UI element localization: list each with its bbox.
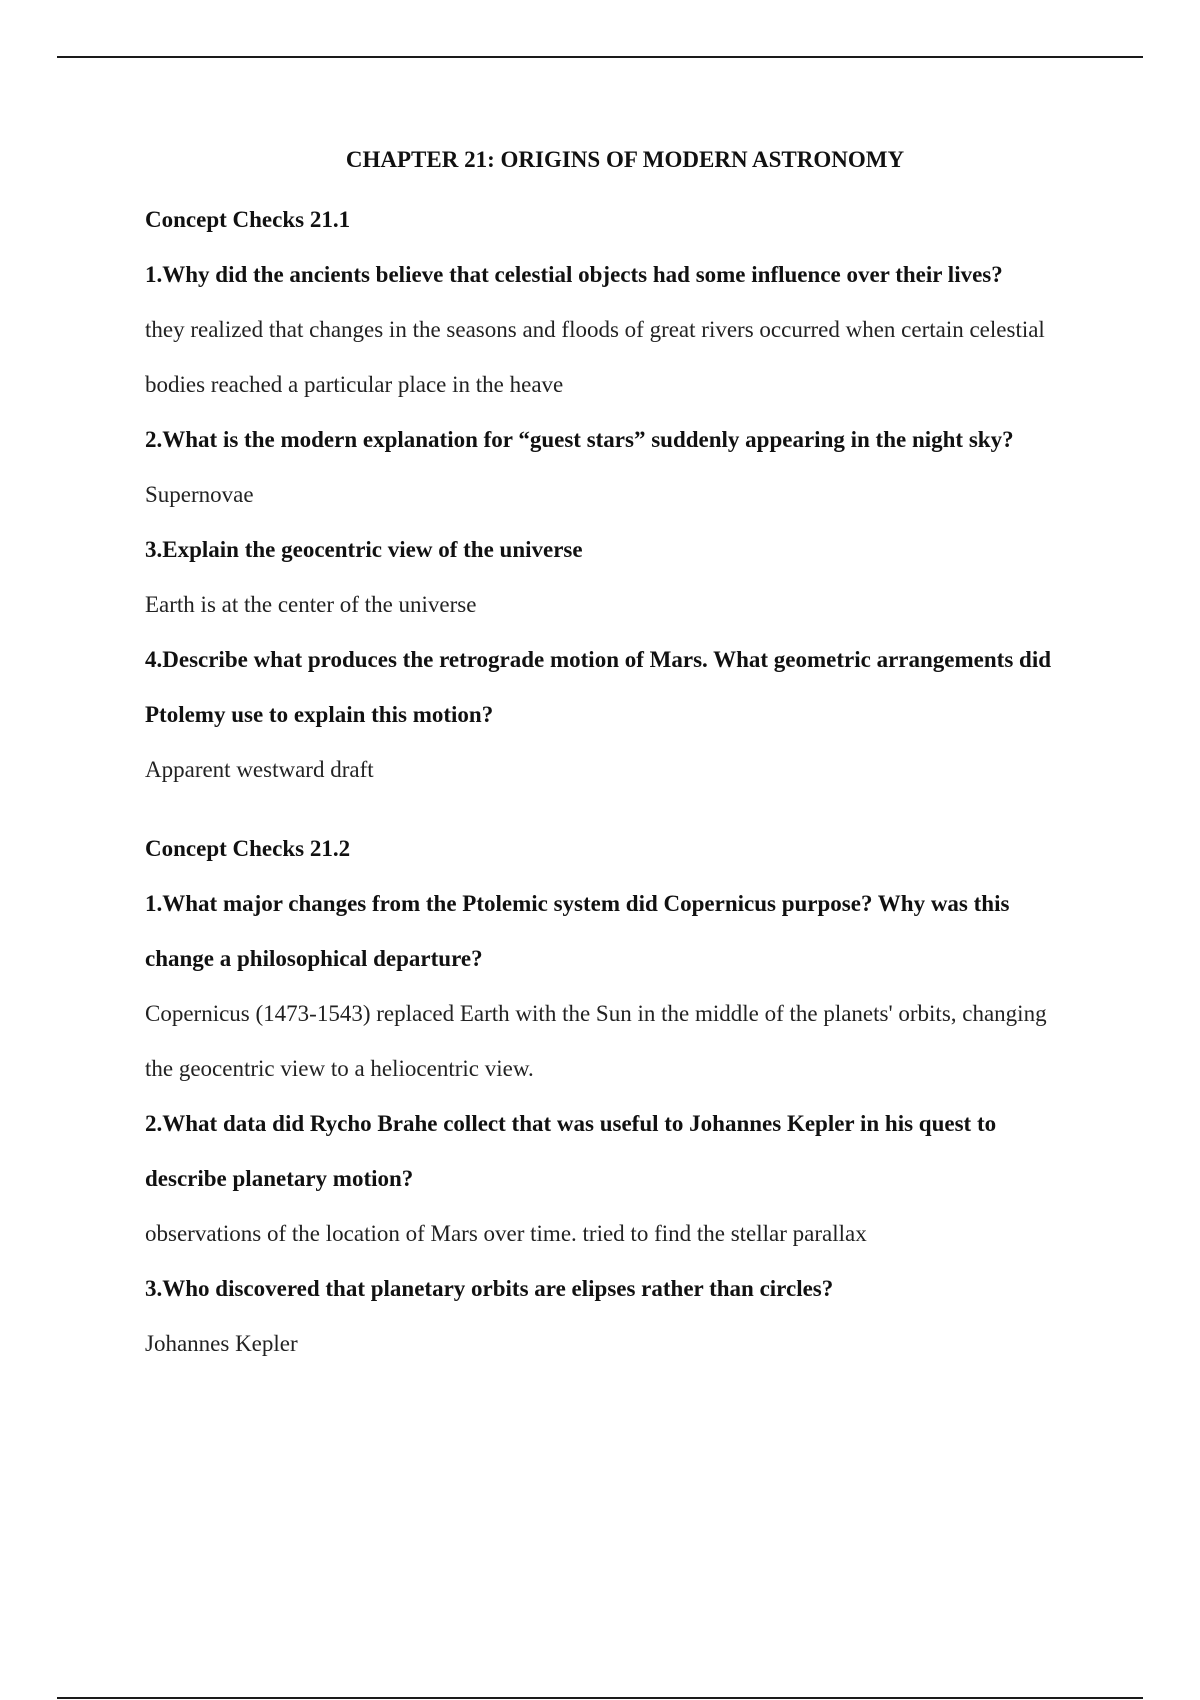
question: 2.What data did Rycho Brahe collect that was useful to Johannes Kepler in his quest to describe planetary motion? <box>145 1111 997 1191</box>
answer: Apparent westward draft <box>145 757 374 782</box>
section-21-1 <box>145 204 1075 797</box>
page-title: CHAPTER 21: ORIGINS OF MODERN ASTRONOMY <box>345 147 905 172</box>
qa-list <box>145 247 1075 797</box>
answer: Johannes Kepler <box>145 1331 298 1356</box>
question: 1.Why did the ancients believe that celestial objects had some influence over their lives? <box>145 262 1003 287</box>
document-body <box>145 140 1075 1371</box>
section-heading: Concept Checks 21.1 <box>145 207 351 232</box>
section-heading: Concept Checks 21.2 <box>145 836 351 861</box>
top-rule <box>57 56 1143 58</box>
question: 1.What major changes from the Ptolemic system did Copernicus purpose? Why was this change a philosophical departure? <box>145 891 1010 971</box>
qa-list <box>145 876 1075 1371</box>
answer: Earth is at the center of the universe <box>145 592 477 617</box>
question: 3.Explain the geocentric view of the universe <box>145 537 583 562</box>
answer: Supernovae <box>145 482 254 507</box>
question: 3.Who discovered that planetary orbits are elipses rather than circles? <box>145 1276 834 1301</box>
answer: Copernicus (1473-1543) replaced Earth with the Sun in the middle of the planets' orbits, changing the geocentric view to a heliocentric view. <box>145 1001 1047 1081</box>
question: 4.Describe what produces the retrograde motion of Mars. What geometric arrangements did Ptolemy use to explain this motion? <box>145 647 1052 727</box>
question: 2.What is the modern explanation for “guest stars” suddenly appearing in the night sky? <box>145 427 1014 452</box>
bottom-rule <box>57 1697 1143 1699</box>
answer: they realized that changes in the seasons and floods of great rivers occurred when certain celestial bodies reached a particular place in the heave <box>145 317 1045 397</box>
section-21-2 <box>145 833 1075 1371</box>
answer: observations of the location of Mars over time. tried to find the stellar parallax <box>145 1221 867 1246</box>
